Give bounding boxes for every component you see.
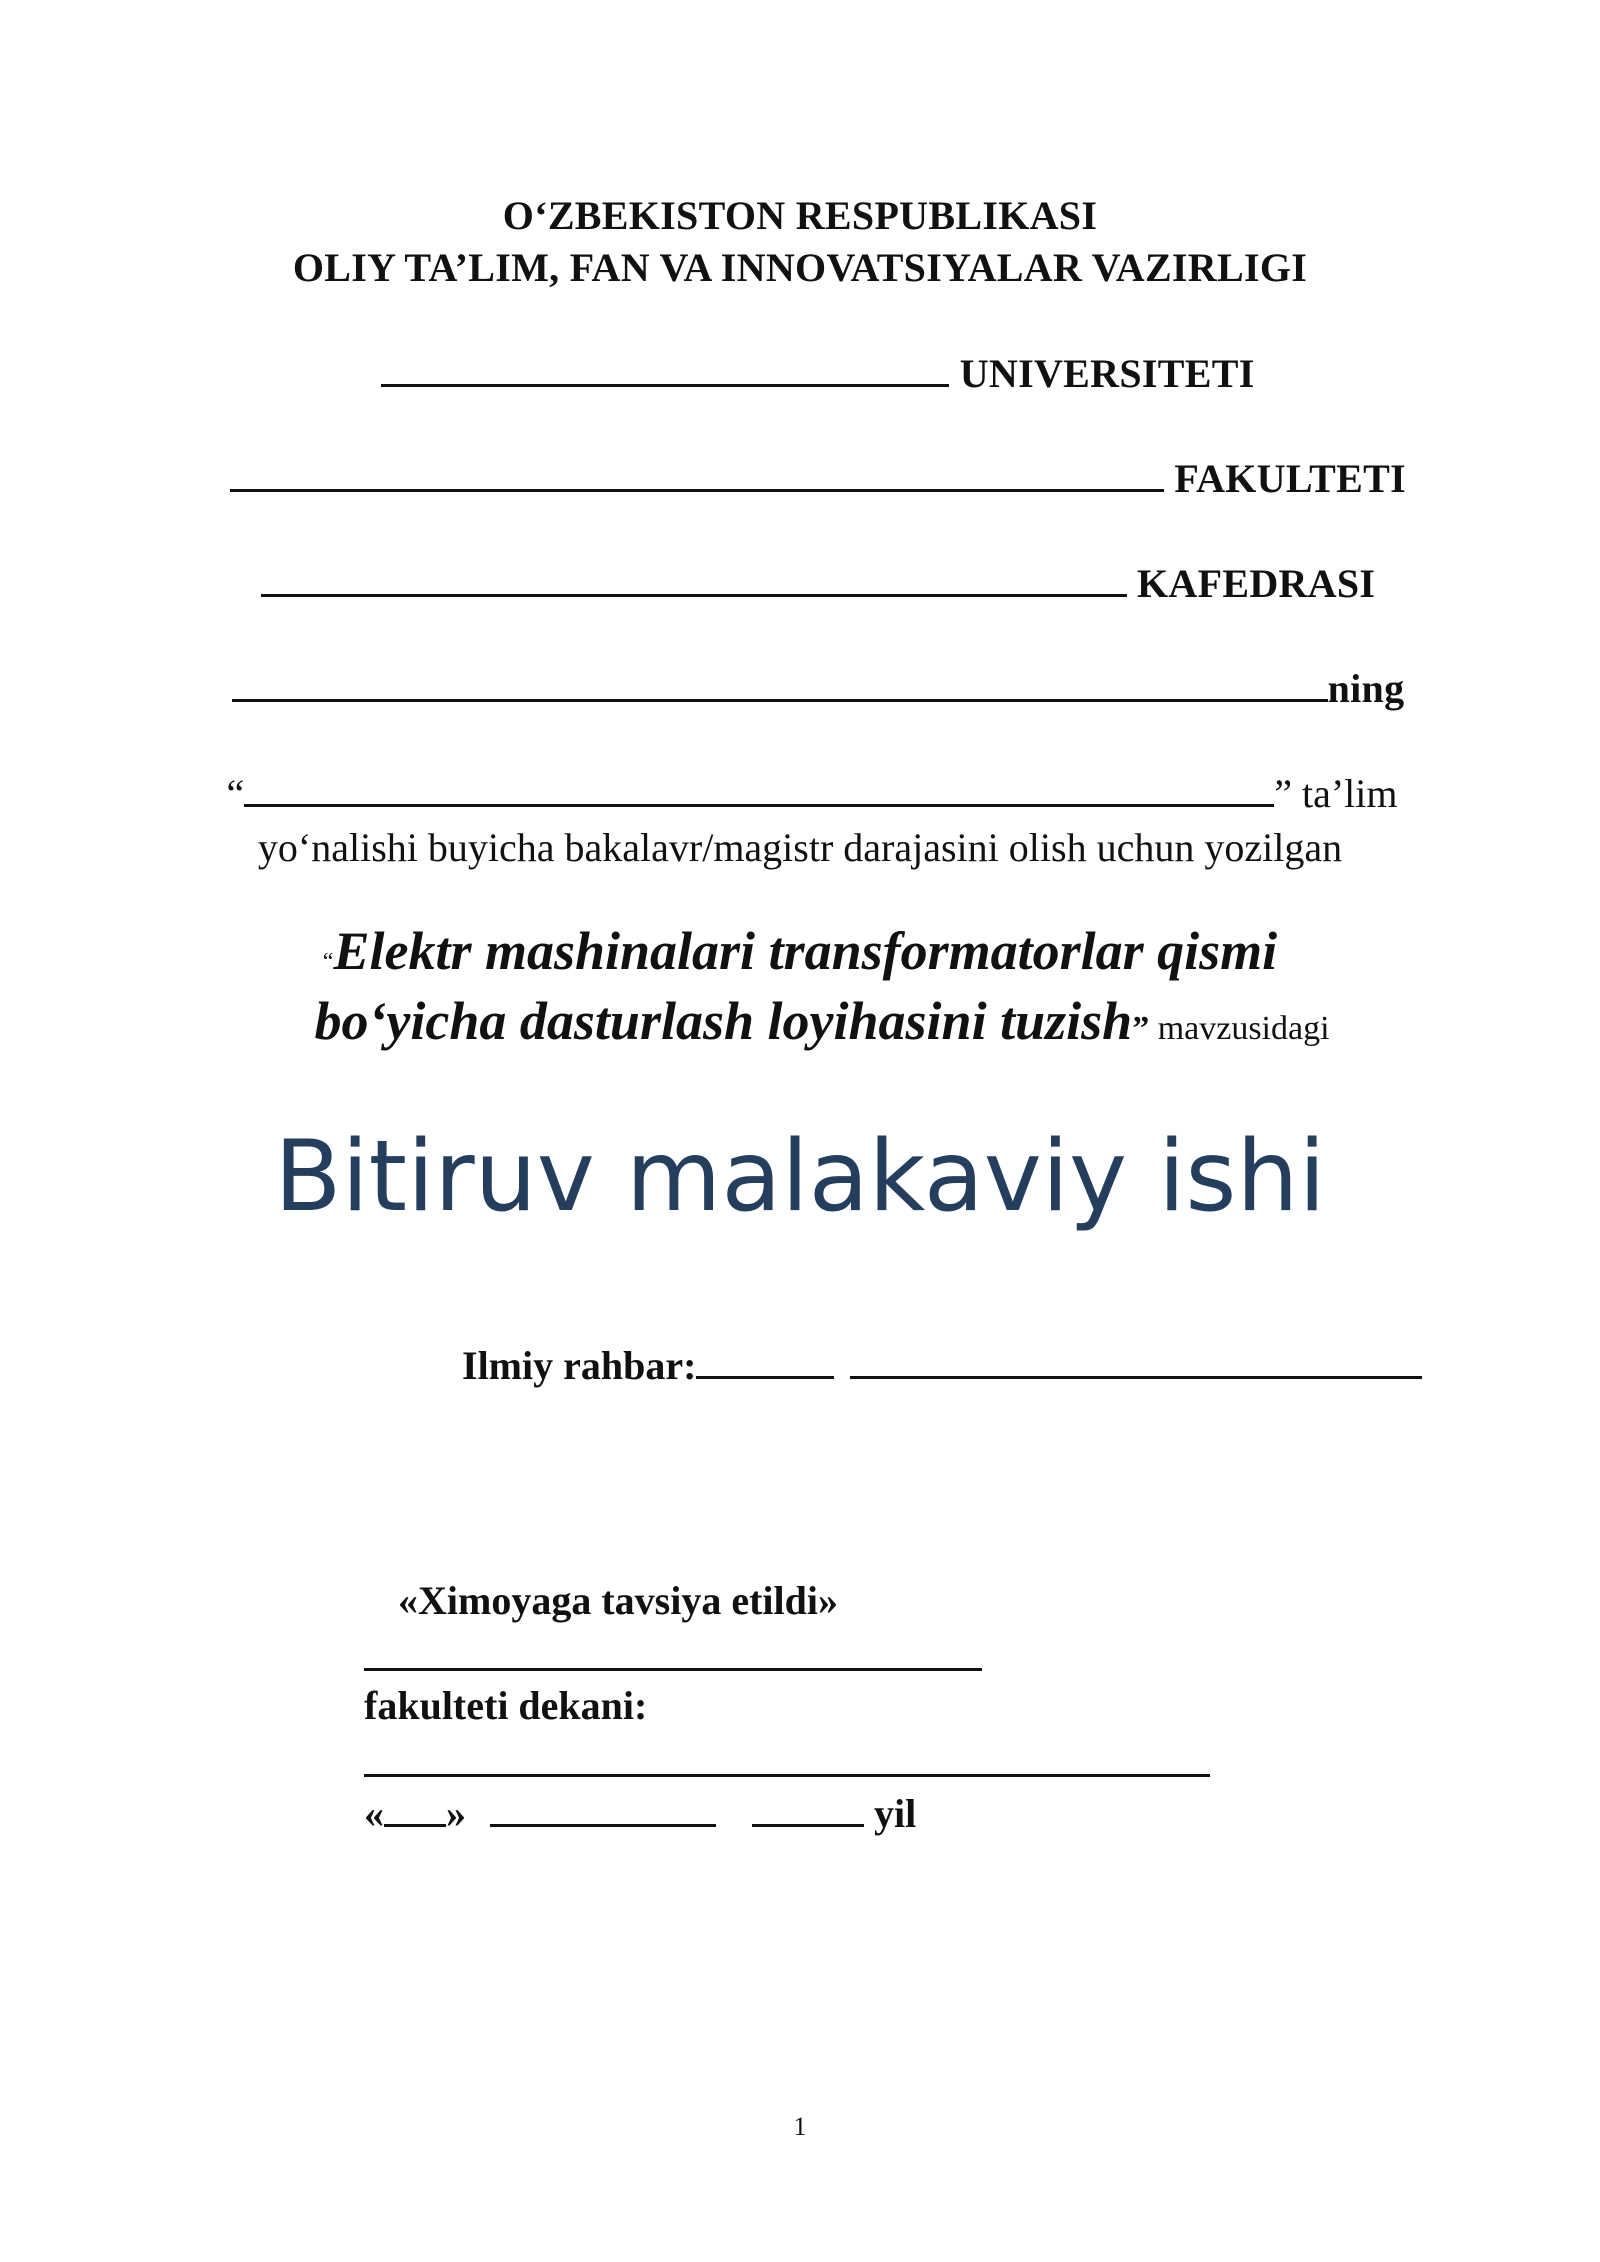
dean-faculty-blank-row bbox=[364, 1634, 982, 1681]
page-number bbox=[0, 2112, 1600, 2142]
document-title bbox=[0, 1120, 1600, 1234]
dean-label: fakulteti dekani: bbox=[364, 1683, 648, 1728]
topic-open-quote: “ bbox=[322, 949, 334, 975]
supervisor-title-blank[interactable] bbox=[696, 1346, 834, 1379]
student-name-blank[interactable] bbox=[232, 669, 1328, 702]
year-blank[interactable] bbox=[752, 1794, 864, 1827]
direction-name-blank[interactable] bbox=[244, 774, 1274, 807]
direction-open-quote: “ bbox=[226, 771, 245, 816]
dean-label-row bbox=[364, 1682, 647, 1729]
supervisor-row bbox=[462, 1342, 1422, 1389]
student-suffix: ning bbox=[1327, 666, 1405, 711]
supervisor-name-blank[interactable] bbox=[850, 1346, 1422, 1379]
dean-faculty-blank[interactable] bbox=[364, 1638, 982, 1671]
date-close: » bbox=[446, 1791, 466, 1836]
topic-line2 bbox=[0, 990, 1600, 1052]
direction-close-text: ” ta’lim bbox=[1274, 771, 1398, 816]
topic-title-line1: Elektr mashinalari transformatorlar qismi bbox=[333, 921, 1278, 981]
university-row bbox=[0, 350, 1600, 397]
year-label: yil bbox=[874, 1791, 917, 1836]
defense-recommended-text: «Ximoyaga tavsiya etildi» bbox=[398, 1578, 838, 1623]
header-republic bbox=[0, 192, 1600, 239]
department-label: KAFEDRASI bbox=[1137, 561, 1376, 606]
department-name-blank[interactable] bbox=[261, 564, 1127, 597]
student-row bbox=[0, 665, 1600, 712]
topic-title-line2: bo‘yicha dasturlash loyihasini tuzish bbox=[314, 991, 1133, 1051]
defense-recommended bbox=[398, 1577, 838, 1624]
page-number-text: 1 bbox=[793, 2112, 807, 2141]
topic-close-quote: ” bbox=[1132, 1010, 1150, 1047]
header-ministry bbox=[0, 244, 1600, 291]
day-blank[interactable] bbox=[384, 1794, 446, 1827]
university-label: UNIVERSITETI bbox=[959, 351, 1255, 396]
supervisor-label: Ilmiy rahbar: bbox=[462, 1343, 697, 1388]
faculty-label: FAKULTETI bbox=[1174, 456, 1406, 501]
university-name-blank[interactable] bbox=[381, 354, 949, 387]
dean-name-blank[interactable] bbox=[364, 1744, 1210, 1777]
month-blank[interactable] bbox=[490, 1794, 716, 1827]
topic-suffix: mavzusidagi bbox=[1149, 1010, 1330, 1047]
direction-line2 bbox=[0, 824, 1600, 871]
date-row bbox=[364, 1790, 916, 1837]
department-row bbox=[0, 560, 1600, 607]
faculty-name-blank[interactable] bbox=[230, 459, 1164, 492]
faculty-row bbox=[0, 455, 1600, 502]
direction-description: yo‘nalishi buyicha bakalavr/magistr darajasini olish uchun yozilgan bbox=[257, 825, 1343, 870]
header-line1: O‘ZBEKISTON RESPUBLIKASI bbox=[502, 193, 1098, 238]
header-line2: OLIY TA’LIM, FAN VA INNOVATSIYALAR VAZIRLIGI bbox=[292, 245, 1308, 290]
dean-name-blank-row bbox=[364, 1740, 1210, 1787]
document-title-text: Bitiruv malakaviy ishi bbox=[274, 1120, 1326, 1234]
date-open: « bbox=[364, 1791, 384, 1836]
direction-row bbox=[0, 770, 1600, 817]
topic-line1 bbox=[0, 920, 1600, 982]
